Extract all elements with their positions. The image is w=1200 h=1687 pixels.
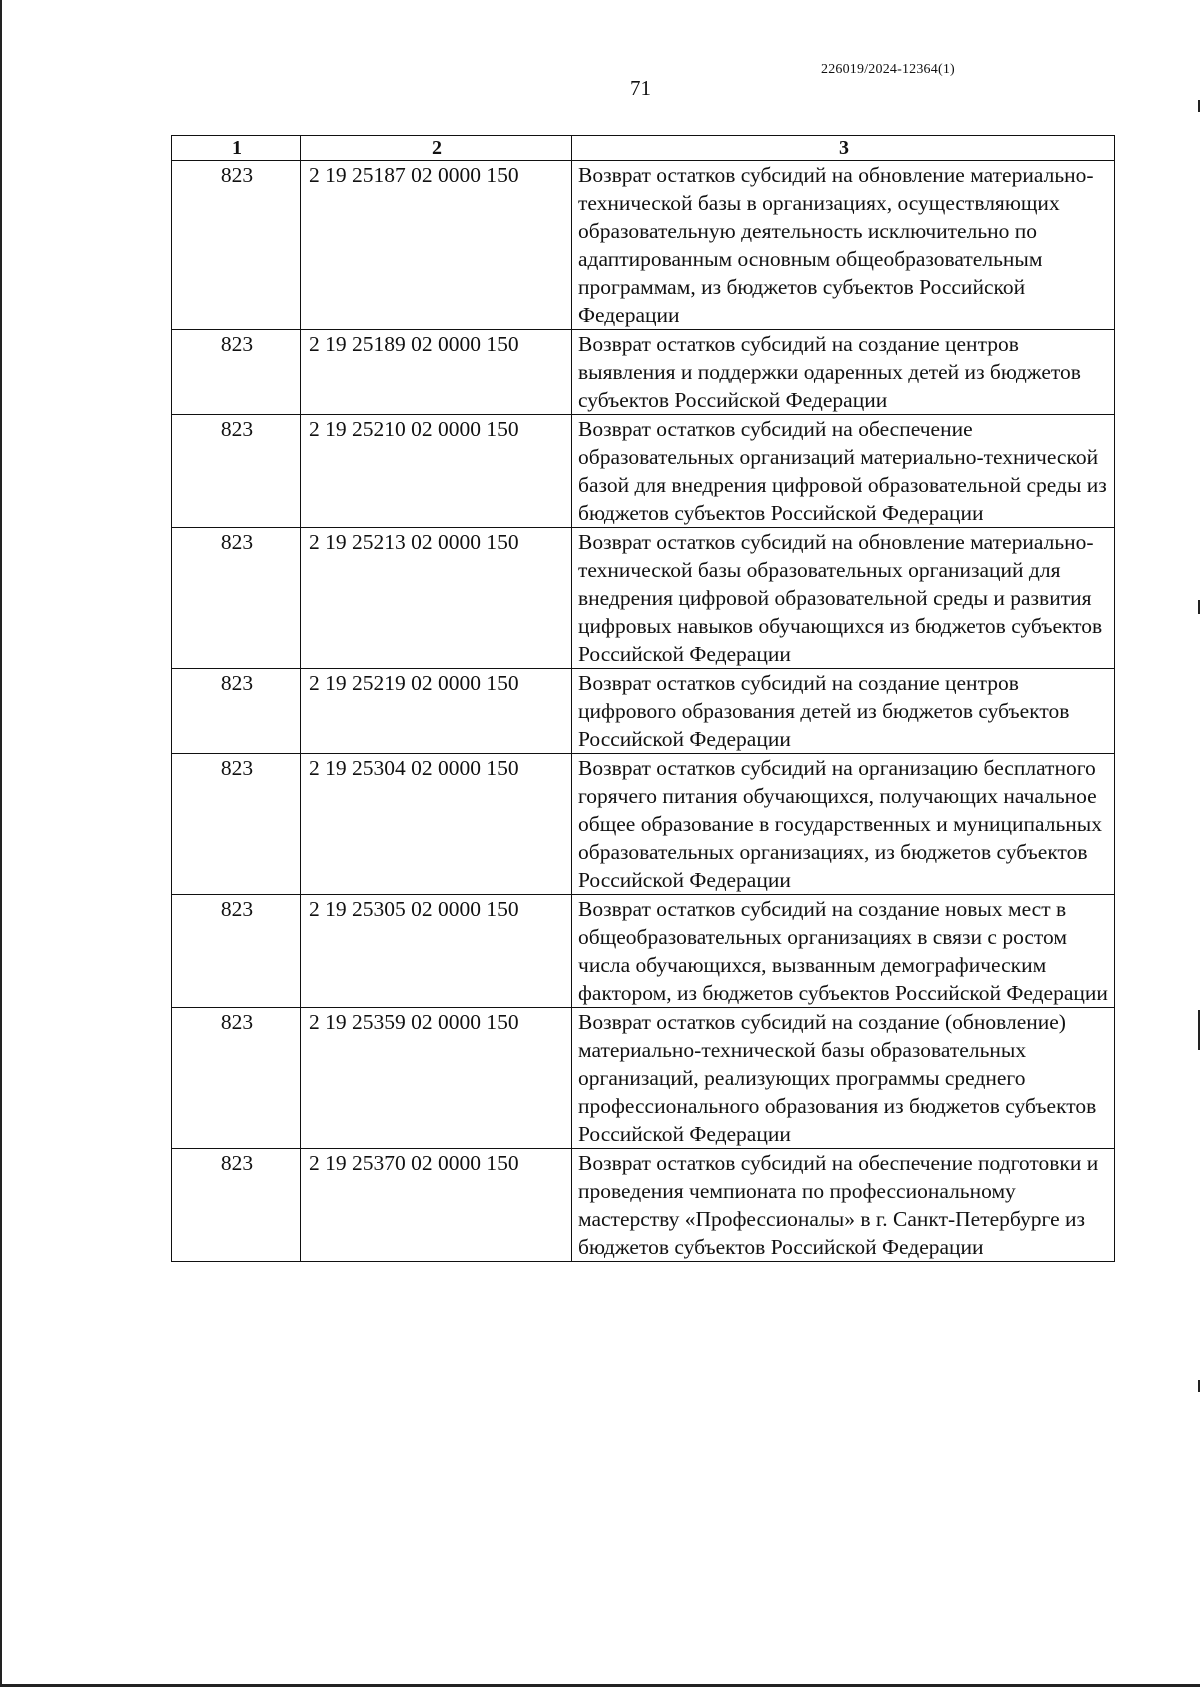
description-cell: Возврат остатков субсидий на создание (обновление) материально-технической базы образовательных организаций, реализующих программы среднего профессионального образования из бюджетов субъектов Российской Федерации <box>572 1008 1115 1149</box>
description-cell: Возврат остатков субсидий на создание центров выявления и поддержки одаренных детей из бюджетов субъектов Российской Федерации <box>572 330 1115 415</box>
table-row <box>172 1149 1115 1262</box>
column-header-3: 3 <box>572 136 1115 161</box>
admin-code-cell: 823 <box>172 1008 301 1149</box>
admin-code-cell: 823 <box>172 528 301 669</box>
table-row <box>172 415 1115 528</box>
description-cell: Возврат остатков субсидий на создание центров цифрового образования детей из бюджетов субъектов Российской Федерации <box>572 669 1115 754</box>
admin-code-cell: 823 <box>172 754 301 895</box>
budget-code-cell: 2 19 25210 02 0000 150 <box>301 415 572 528</box>
description-cell: Возврат остатков субсидий на организацию бесплатного горячего питания обучающихся, получающих начальное общее образование в государственных и муниципальных образовательных организациях, из бюджетов субъектов Российской Федерации <box>572 754 1115 895</box>
budget-code-cell: 2 19 25305 02 0000 150 <box>301 895 572 1008</box>
table-row <box>172 895 1115 1008</box>
table-row <box>172 330 1115 415</box>
admin-code-cell: 823 <box>172 161 301 330</box>
codes-table <box>171 135 1115 1262</box>
budget-code-cell: 2 19 25213 02 0000 150 <box>301 528 572 669</box>
codes-table-container <box>171 135 1114 1262</box>
page-number: 71 <box>630 76 651 100</box>
budget-code-cell: 2 19 25359 02 0000 150 <box>301 1008 572 1149</box>
table-row <box>172 669 1115 754</box>
budget-code-cell: 2 19 25219 02 0000 150 <box>301 669 572 754</box>
admin-code-cell: 823 <box>172 1149 301 1262</box>
description-cell: Возврат остатков субсидий на создание новых мест в общеобразовательных организациях в связи с ростом числа обучающихся, вызванным демографическим фактором, из бюджетов субъектов Российской Федерации <box>572 895 1115 1008</box>
admin-code-cell: 823 <box>172 415 301 528</box>
description-cell: Возврат остатков субсидий на обеспечение подготовки и проведения чемпионата по профессиональному мастерству «Профессионалы» в г. Санкт-Петербурге из бюджетов субъектов Российской Федерации <box>572 1149 1115 1262</box>
document-id: 226019/2024-12364(1) <box>821 62 955 77</box>
budget-code-cell: 2 19 25189 02 0000 150 <box>301 330 572 415</box>
column-header-1: 1 <box>172 136 301 161</box>
table-row <box>172 161 1115 330</box>
scan-edge-left <box>0 0 2 1687</box>
budget-code-cell: 2 19 25370 02 0000 150 <box>301 1149 572 1262</box>
description-cell: Возврат остатков субсидий на обеспечение образовательных организаций материально-технической базой для внедрения цифровой образовательной среды из бюджетов субъектов Российской Федерации <box>572 415 1115 528</box>
table-row <box>172 1008 1115 1149</box>
table-row <box>172 754 1115 895</box>
admin-code-cell: 823 <box>172 330 301 415</box>
admin-code-cell: 823 <box>172 895 301 1008</box>
table-header-row <box>172 136 1115 161</box>
budget-code-cell: 2 19 25187 02 0000 150 <box>301 161 572 330</box>
column-header-2: 2 <box>301 136 572 161</box>
description-cell: Возврат остатков субсидий на обновление материально-технической базы образовательных организаций для внедрения цифровой образовательной среды и развития цифровых навыков обучающихся из бюджетов субъектов Российской Федерации <box>572 528 1115 669</box>
table-row <box>172 528 1115 669</box>
admin-code-cell: 823 <box>172 669 301 754</box>
description-cell: Возврат остатков субсидий на обновление материально-технической базы в организациях, осуществляющих образовательную деятельность исключительно по адаптированным основным общеобразовательным программам, из бюджетов субъектов Российской Федерации <box>572 161 1115 330</box>
budget-code-cell: 2 19 25304 02 0000 150 <box>301 754 572 895</box>
